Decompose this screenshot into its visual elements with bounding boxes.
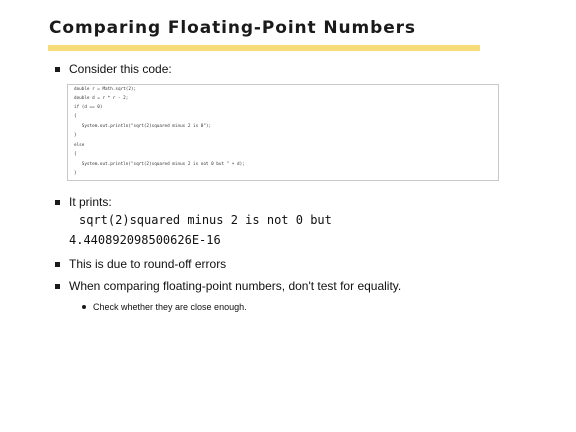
program-output-line-1: sqrt(2)squared minus 2 is not 0 but xyxy=(79,213,332,227)
sub-bullet-close-enough: Check whether they are close enough. xyxy=(93,302,247,312)
code-line: } xyxy=(74,171,77,176)
bullet-marker xyxy=(55,200,60,205)
program-output-line-2: 4.440892098500626E-16 xyxy=(69,233,221,247)
code-line: System.out.println("sqrt(2)squared minus 2 is not 0 but " + d); xyxy=(74,162,245,167)
code-line: System.out.println("sqrt(2)squared minus 2 is 0"); xyxy=(74,124,212,129)
slide-title: Comparing Floating-Point Numbers xyxy=(49,18,416,38)
bullet-marker xyxy=(55,262,60,267)
code-line: { xyxy=(74,114,77,119)
code-line: double d = r * r - 2; xyxy=(74,96,129,101)
bullet-round-off: This is due to round-off errors xyxy=(69,257,227,271)
code-line: { xyxy=(74,152,77,157)
bullet-equality-warning: When comparing floating-point numbers, don't test for equality. xyxy=(69,279,402,293)
code-line: else xyxy=(74,143,85,148)
bullet-consider-code: Consider this code: xyxy=(69,62,172,76)
bullet-it-prints: It prints: xyxy=(69,195,112,209)
bullet-marker xyxy=(55,67,60,72)
code-line: if (d == 0) xyxy=(74,105,103,110)
bullet-marker xyxy=(55,284,60,289)
code-line: } xyxy=(74,133,77,138)
code-line: double r = Math.sqrt(2); xyxy=(74,87,137,92)
sub-bullet-marker xyxy=(82,305,86,309)
code-listing xyxy=(67,84,499,181)
title-underline xyxy=(48,45,480,51)
